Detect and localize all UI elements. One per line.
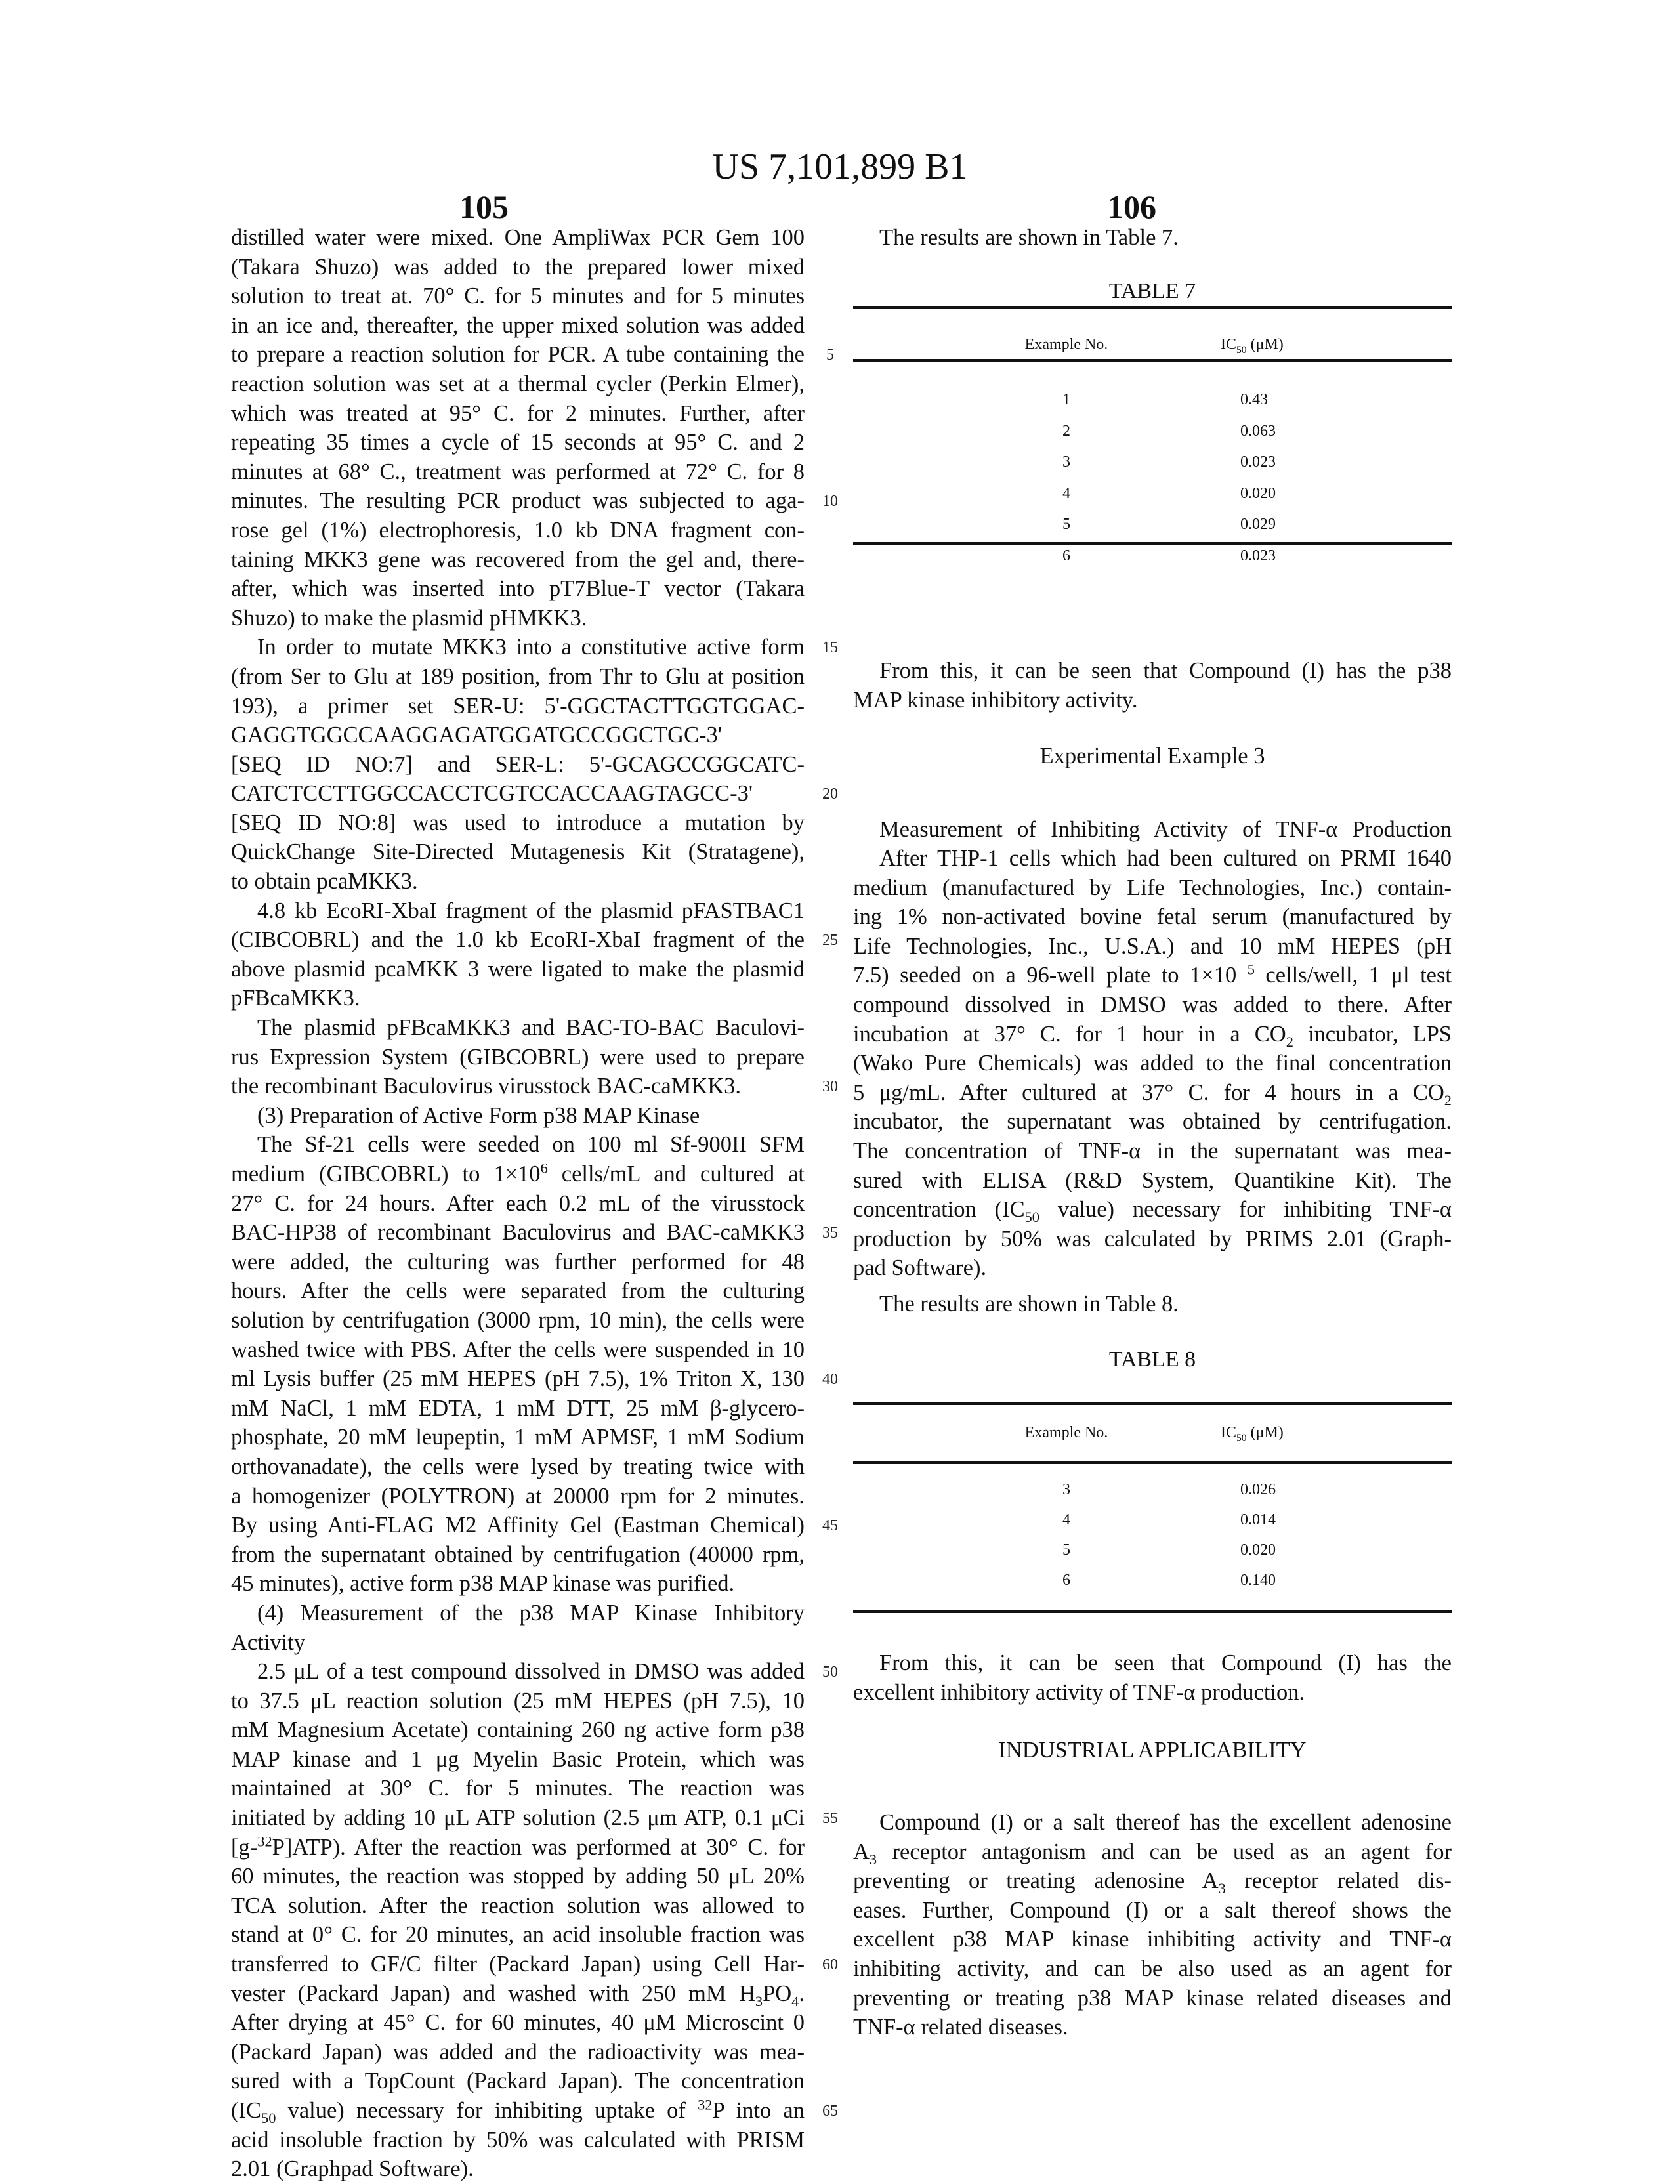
text-line: 45 minutes), active form p38 MAP kinase was purified. <box>231 1571 735 1597</box>
text-line: BAC-HP38 of recombinant Baculovirus and BAC-caMKK3 <box>231 1220 805 1246</box>
example-number-cell: 4 <box>1062 484 1070 502</box>
text-line: which was treated at 95° C. for 2 minutes. Further, after <box>231 400 805 426</box>
text-line: from the supernatant obtained by centrifugation (40000 rpm, <box>231 1542 805 1567</box>
text-line: excellent inhibitory activity of TNF-α production. <box>853 1679 1305 1705</box>
example-number-cell: 6 <box>1062 547 1070 564</box>
text-line: 2.01 (Graphpad Software). <box>231 2156 474 2182</box>
example-number-cell: 3 <box>1062 453 1070 471</box>
text-line: repeating 35 times a cycle of 15 seconds at 95° C. and 2 <box>231 430 805 455</box>
ic50-value-cell: 0.020 <box>1240 1542 1276 1559</box>
experimental-example-3-heading <box>853 742 1452 771</box>
text-line: The concentration of TNF-α in the supernatant was mea- <box>853 1138 1452 1164</box>
text-line: CATCTCCTTGGCCACCTCGTCCACCAAGTAGCC-3' <box>231 781 753 807</box>
text-line: after, which was inserted into pT7Blue-T vector (Takara <box>231 576 805 602</box>
text-line: concentration ($IC_{50}$ value) necessary for inhibiting TNF-α <box>853 1197 1452 1226</box>
patent-number: US 7,101,899 B1 <box>712 146 968 187</box>
text-line: stand at 0° C. for 20 minutes, an acid insoluble fraction was <box>231 1922 805 1948</box>
line-number: 45 <box>822 1517 838 1535</box>
text-line: to obtain pcaMKK3. <box>231 869 418 894</box>
table8-conclusion <box>853 1648 1452 1707</box>
table7-col-ic50: $IC_{50}$ (μM) <box>1221 336 1284 356</box>
text-line: acid insoluble fraction by 50% was calculated with PRISM <box>231 2127 805 2152</box>
table7-col-example: Example No. <box>1024 336 1108 353</box>
ic50-value-cell: 0.140 <box>1240 1572 1276 1589</box>
text-line: above plasmid pcaMKK 3 were ligated to make the plasmid <box>231 956 805 982</box>
ic50-value-cell: 0.026 <box>1240 1481 1276 1498</box>
text-line: 2.5 μL of a test compound dissolved in DMSO was added <box>257 1659 805 1685</box>
text-line: 5 μg/mL. After cultured at 37° C. for 4 hours in a $CO_2$ <box>853 1080 1452 1108</box>
table-row <box>853 423 1452 453</box>
line-number: 20 <box>822 786 838 803</box>
text-line: medium (GIBCOBRL) to $1\times 10^6$ cells/mL and cultured at <box>231 1160 805 1186</box>
text-line: ml Lysis buffer (25 mM HEPES (pH 7.5), 1% Triton X, 130 <box>231 1366 805 1392</box>
text-line: washed twice with PBS. After the cells were suspended in 10 <box>231 1337 805 1362</box>
text-line: From this, it can be seen that Compound (I) has the p38 <box>879 658 1452 683</box>
text-line: in an ice and, thereafter, the upper mixed solution was added <box>231 312 805 338</box>
table8-header-rule <box>853 1461 1452 1464</box>
text-line: MAP kinase and 1 μg Myelin Basic Protein, which was <box>231 1746 805 1772</box>
text-line: MAP kinase inhibitory activity. <box>853 687 1138 713</box>
line-number: 35 <box>822 1225 838 1242</box>
text-line: (Takara Shuzo) was added to the prepared lower mixed <box>231 254 805 280</box>
example-number-cell: 2 <box>1062 422 1070 440</box>
text-line: Life Technologies, Inc., U.S.A.) and 10 mM HEPES (pH <box>853 933 1452 959</box>
text-line: (3) Preparation of Active Form p38 MAP Kinase <box>257 1102 700 1128</box>
experimental-example-3-body <box>853 844 1452 1283</box>
text-line: After THP-1 cells which had been cultured on PRMI 1640 <box>879 846 1452 871</box>
text-line: medium (manufactured by Life Technologies, Inc.) contain- <box>853 875 1452 900</box>
text-line: Shuzo) to make the plasmid pHMKK3. <box>231 605 587 631</box>
text-line: taining MKK3 gene was recovered from the gel and, there- <box>231 547 805 572</box>
ic50-value-cell: 0.43 <box>1240 391 1268 408</box>
text-line: $A_3$ receptor antagonism and can be used as an agent for <box>853 1839 1452 1868</box>
text-line: initiated by adding 10 μL ATP solution (2.5 μm ATP, 0.1 μCi <box>231 1805 805 1831</box>
text-line: inhibiting activity, and can be also used as an agent for <box>853 1956 1452 1981</box>
text-line: 7.5) seeded on a 96-well plate to 1×10 $^5$ cells/well, 1 μl test <box>853 961 1452 988</box>
ic50-value-cell: 0.023 <box>1240 453 1276 471</box>
text-line: sured with ELISA (R&D System, Quantikine Kit). The <box>853 1167 1452 1193</box>
text-line: The plasmid pFBcaMKK3 and BAC-TO-BAC Baculovi- <box>257 1015 805 1041</box>
text-line: QuickChange Site-Directed Mutagenesis Kit (Stratagene), <box>231 839 805 865</box>
table7-conclusion <box>853 656 1452 715</box>
text-line: After drying at 45° C. for 60 minutes, 40 μM Microscint 0 <box>231 2010 805 2036</box>
text-line: Activity <box>231 1629 306 1655</box>
text-line: production by 50% was calculated by PRIMS 2.01 (Graph- <box>853 1226 1452 1251</box>
table7-top-rule <box>853 306 1452 309</box>
table8-title: TABLE 8 <box>1108 1347 1196 1372</box>
example-number-cell: 5 <box>1062 516 1070 533</box>
text-line: rose gel (1%) electrophoresis, 1.0 kb DNA fragment con- <box>231 517 805 543</box>
line-number: 15 <box>822 639 838 657</box>
text-line: The results are shown in Table 7. <box>879 225 1179 250</box>
table8-intro <box>853 1290 1452 1319</box>
left-column <box>231 223 805 2184</box>
table-row <box>853 547 1452 578</box>
line-number: 55 <box>822 1810 838 1828</box>
text-line: In order to mutate MKK3 into a constitutive active form <box>257 635 805 660</box>
text-line: a homogenizer (POLYTRON) at 20000 rpm for 2 minutes. <box>231 1483 805 1509</box>
table-row <box>853 1572 1452 1602</box>
text-line: 193), a primer set SER-U: 5'-GGCTACTTGGTGGAC- <box>231 693 805 719</box>
table8-col-ic50: $IC_{50}$ (μM) <box>1221 1424 1284 1444</box>
text-line: (Wako Pure Chemicals) was added to the final concentration <box>853 1051 1452 1076</box>
line-number: 60 <box>822 1956 838 1974</box>
text-line: (4) Measurement of the p38 MAP Kinase Inhibitory <box>257 1600 805 1626</box>
ic50-value-cell: 0.023 <box>1240 547 1276 564</box>
text-line: (Packard Japan) was added and the radioactivity was mea- <box>231 2039 805 2065</box>
table-row <box>853 1481 1452 1511</box>
industrial-applicability-body <box>853 1808 1452 2042</box>
text-line: [g-$^{32}$P]ATP). After the reaction was performed at 30° C. for <box>231 1833 805 1860</box>
table-row <box>853 1511 1452 1542</box>
line-number: 25 <box>822 932 838 950</box>
table7-title: TABLE 7 <box>1108 279 1196 303</box>
example-number-cell: 5 <box>1062 1542 1070 1559</box>
section-heading: INDUSTRIAL APPLICABILITY <box>998 1738 1307 1763</box>
ic50-value-cell: 0.014 <box>1240 1511 1276 1528</box>
page-number-left: 105 <box>459 188 509 225</box>
text-line: (CIBCOBRL) and the 1.0 kb EcoRI-XbaI fragment of the <box>231 927 805 953</box>
text-line: hours. After the cells were separated from the culturing <box>231 1278 805 1304</box>
text-line: incubator, the supernatant was obtained by centrifugation. <box>853 1109 1452 1135</box>
table7-header-rule <box>853 359 1452 362</box>
line-number: 5 <box>826 346 834 364</box>
text-line: minutes. The resulting PCR product was subjected to aga- <box>231 488 805 514</box>
text-line: were added, the culturing was further performed for 48 <box>231 1249 805 1274</box>
text-line: preventing or treating adenosine $A_3$ receptor related dis- <box>853 1868 1452 1897</box>
text-line: pad Software). <box>853 1255 987 1281</box>
table8-col-example: Example No. <box>1024 1424 1108 1441</box>
text-line: 27° C. for 24 hours. After each 0.2 mL of the virusstock <box>231 1190 805 1216</box>
line-number: 30 <box>822 1078 838 1096</box>
section-heading: Experimental Example 3 <box>1040 744 1265 768</box>
ic50-value-cell: 0.020 <box>1240 484 1276 502</box>
table-row <box>853 391 1452 421</box>
text-line: (from Ser to Glu at 189 position, from Thr to Glu at position <box>231 663 805 689</box>
text-line: ing 1% non-activated bovine fetal serum (manufactured by <box>853 904 1452 930</box>
text-line: solution by centrifugation (3000 rpm, 10 min), the cells were <box>231 1307 805 1333</box>
text-line: distilled water were mixed. One AmpliWax PCR Gem 100 <box>231 225 805 250</box>
text-line: solution to treat at. 70° C. for 5 minutes and for 5 minutes <box>231 284 805 309</box>
ic50-value-cell: 0.063 <box>1240 422 1276 440</box>
text-line: The Sf-21 cells were seeded on 100 ml Sf-900II SFM <box>257 1132 805 1158</box>
text-line: eases. Further, Compound (I) or a salt thereof shows the <box>853 1897 1452 1923</box>
line-number: 50 <box>822 1664 838 1681</box>
text-line: mM Magnesium Acetate) containing 260 ng active form p38 <box>231 1717 805 1743</box>
text-line: minutes at 68° C., treatment was performed at 72° C. for 8 <box>231 459 805 484</box>
text-line: maintained at 30° C. for 5 minutes. The reaction was <box>231 1776 805 1801</box>
table-row <box>853 485 1452 515</box>
text-line: TNF-α related diseases. <box>853 2015 1068 2040</box>
text-line: mM NaCl, 1 mM EDTA, 1 mM DTT, 25 mM β-glycero- <box>231 1395 805 1421</box>
example-number-cell: 6 <box>1062 1572 1070 1589</box>
example-number-cell: 4 <box>1062 1511 1070 1528</box>
page-number-right: 106 <box>1107 188 1156 225</box>
text-line: preventing or treating p38 MAP kinase related diseases and <box>853 1985 1452 2011</box>
table7-intro <box>853 223 1452 253</box>
industrial-applicability-heading <box>853 1736 1452 1765</box>
text-line: orthovanadate), the cells were lysed by treating twice with <box>231 1454 805 1479</box>
text-line: The results are shown in Table 8. <box>879 1292 1179 1316</box>
text-line: transferred to GF/C filter (Packard Japan) using Cell Har- <box>231 1952 805 1977</box>
table8-bottom-rule <box>853 1610 1452 1613</box>
ic50-value-cell: 0.029 <box>1240 516 1276 533</box>
text-line: the recombinant Baculovirus virusstock BAC-caMKK3. <box>231 1074 742 1099</box>
text-line: incubation at 37° C. for 1 hour in a $CO_2$ incubator, LPS <box>853 1021 1452 1050</box>
subsection-heading: Measurement of Inhibiting Activity of TNF-α Production <box>879 817 1452 842</box>
text-line: 4.8 kb EcoRI-XbaI fragment of the plasmid pFASTBAC1 <box>257 898 805 923</box>
text-line: From this, it can be seen that Compound (I) has the <box>879 1650 1452 1675</box>
table-row <box>853 1542 1452 1572</box>
example-number-cell: 3 <box>1062 1481 1070 1498</box>
text-line: compound dissolved in DMSO was added to there. After <box>853 992 1452 1017</box>
text-line: GAGGTGGCCAAGGAGATGGATGCCGGCTGC-3' <box>231 723 722 748</box>
text-line: excellent p38 MAP kinase inhibiting activity and TNF-α <box>853 1927 1452 1952</box>
text-line: [SEQ ID NO:8] was used to introduce a mutation by <box>231 810 805 835</box>
tnf-subheading <box>853 815 1452 845</box>
text-line: Compound (I) or a salt thereof has the excellent adenosine <box>879 1810 1452 1835</box>
text-line: rus Expression System (GIBCOBRL) were used to prepare <box>231 1044 805 1070</box>
text-line: to 37.5 μL reaction solution (25 mM HEPES (pH 7.5), 10 <box>231 1688 805 1713</box>
text-line: phosphate, 20 mM leupeptin, 1 mM APMSF, 1 mM Sodium <box>231 1425 805 1450</box>
text-line: TCA solution. After the reaction solution was allowed to <box>231 1893 805 1918</box>
line-number: 65 <box>822 2103 838 2120</box>
text-line: By using Anti-FLAG M2 Affinity Gel (Eastman Chemical) <box>231 1513 805 1538</box>
line-number: 40 <box>822 1371 838 1389</box>
text-line: vester (Packard Japan) and washed with 250 mM $H_3PO_4$. <box>231 1981 805 2009</box>
table-row <box>853 453 1452 484</box>
table8-top-rule <box>853 1402 1452 1405</box>
text-line: to prepare a reaction solution for PCR. A tube containing the <box>231 342 805 368</box>
text-line: pFBcaMKK3. <box>231 986 360 1011</box>
table7-bottom-rule <box>853 542 1452 545</box>
text-line: reaction solution was set at a thermal cycler (Perkin Elmer), <box>231 371 805 396</box>
text-line: [SEQ ID NO:7] and SER-L: 5'-GCAGCCGGCATC- <box>231 751 805 777</box>
text-line: ($IC_{50}$ value) necessary for inhibiting uptake of $^{32}$P into an <box>231 2096 805 2126</box>
text-line: 60 minutes, the reaction was stopped by adding 50 μL 20% <box>231 1864 805 1889</box>
text-line: sured with a TopCount (Packard Japan). The concentration <box>231 2068 805 2094</box>
example-number-cell: 1 <box>1062 391 1070 408</box>
line-number: 10 <box>822 493 838 511</box>
